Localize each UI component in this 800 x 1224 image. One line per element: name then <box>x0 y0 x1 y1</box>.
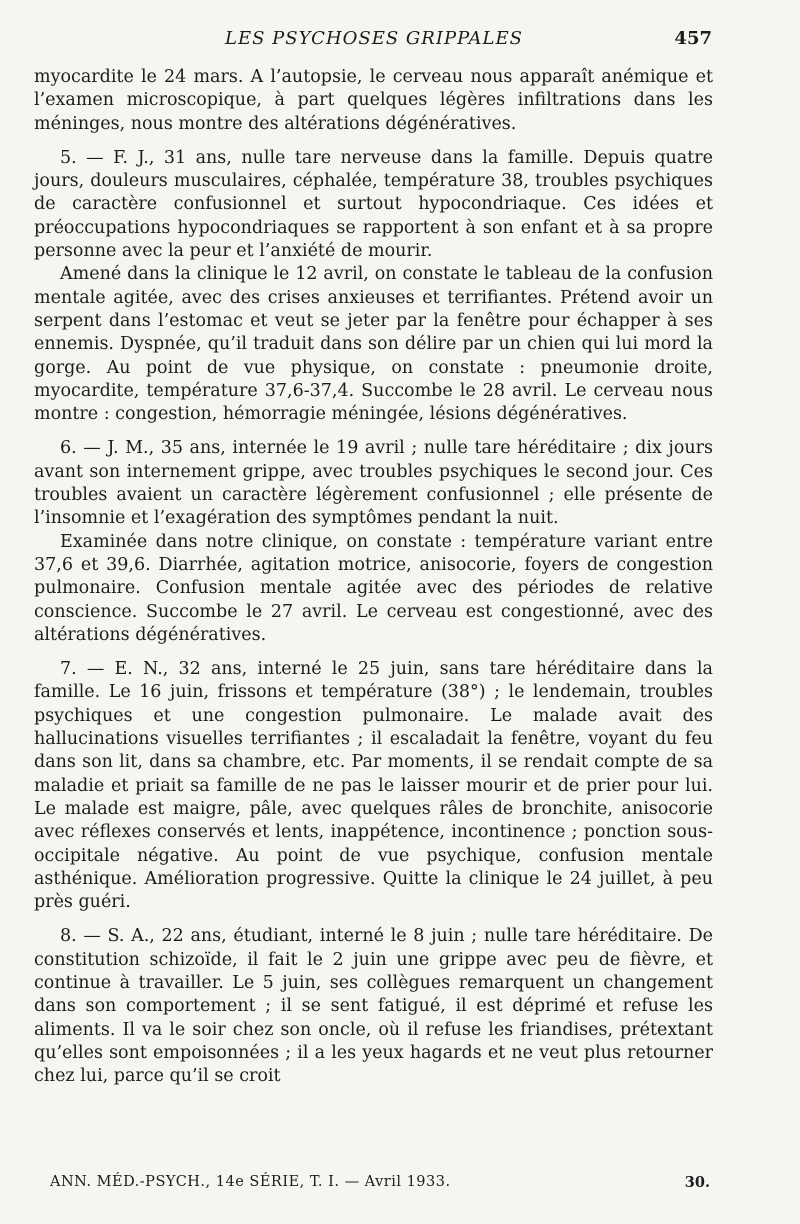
case-8-paragraph: 8. — S. A., 22 ans, étudiant, interné le 8 juin ; nulle tare héréditaire. De constitution schizoïde, il fait le 2 juin une grippe avec peu de fièvre, et continue à travailler. Le 5 juin, ses collègues remarquent un changement dans son comportement ; il se sent fatigué, il est déprimé et refuse les aliments. Il va le soir chez son oncle, où il refuse les friandises, prétextant qu’elles sont empoisonnées ; il a les yeux hagards et ne veut plus retourner chez lui, parce qu’il se croit <box>34 926 713 1087</box>
page-header <box>36 28 712 56</box>
case-6-clinic-paragraph: Examinée dans notre clinique, on constate : température variant entre 37,6 et 39,6. Diarrhée, agitation motrice, anisocorie, foyers de congestion pulmonaire. Confusion mentale agitée avec des périodes de relative conscience. Succombe le 27 avril. Le cerveau est congestionné, avec des altérations dégénératives. <box>34 531 713 645</box>
journal-citation: ANN. MÉD.-PSYCH., 14e SÉRIE, T. I. — Avril 1933. <box>50 1174 451 1190</box>
running-title: LES PSYCHOSES GRIPPALES <box>225 28 523 49</box>
case-5-clinic-paragraph: Amené dans la clinique le 12 avril, on constate le tableau de la confusion mentale agitée, avec des crises anxieuses et terrifiantes. Prétend avoir un serpent dans l’estomac et veut se jeter par la fenêtre pour échapper à ses ennemis. Dyspnée, qu’il traduit dans son délire par un chien qui lui mord la gorge. Au point de vue physique, on constate : pneumonie droite, myocardite, température 37,6-37,4. Succombe le 28 avril. Le cerveau nous montre : congestion, hémorragie méningée, lésions dégénératives. <box>34 264 713 425</box>
case-5-paragraph: 5. — F. J., 31 ans, nulle tare nerveuse dans la famille. Depuis quatre jours, douleurs musculaires, céphalée, température 38, troubles psychiques de caractère confusionnel et surtout hypocondriaque. Ces idées et préoccupations hypocondriaques se rapportent à son enfant et à sa propre personne avec la peur et l’anxiété de mourir. <box>34 147 713 262</box>
paragraph-continuation: myocardite le 24 mars. A l’autopsie, le cerveau nous apparaît anémique et l’examen microscopique, à part quelques légères infiltrations dans les méninges, nous montre des altérations dégénératives. <box>34 67 713 134</box>
page-number: 457 <box>674 28 712 49</box>
signature-mark: 30. <box>684 1174 710 1191</box>
case-7-paragraph: 7. — E. N., 32 ans, interné le 25 juin, sans tare héréditaire dans la famille. Le 16 juin, frissons et température (38°) ; le lendemain, troubles psychiques et une congestion pulmonaire. Le malade avait des hallucinations visuelles terrifiantes ; il escaladait la fenêtre, voyant du feu dans son lit, dans sa chambre, etc. Par moments, il se rendait compte de sa maladie et priait sa famille de ne pas le laisser mourir et de prier pour lui. Le malade est maigre, pâle, avec quelques râles de bronchite, anisocorie avec réflexes conservés et lents, inappétence, incontinence ; ponction sous-occipitale négative. Au point de vue psychique, confusion mentale asthénique. Amélioration progressive. Quitte la clinique le 24 juillet, à peu près guéri. <box>34 659 713 913</box>
body-text <box>34 66 713 1088</box>
case-6-paragraph: 6. — J. M., 35 ans, internée le 19 avril ; nulle tare héréditaire ; dix jours avant son internement grippe, avec troubles psychiques le second jour. Ces troubles avaient un caractère légèrement confusionnel ; elle présente de l’insomnie et l’exagération des symptômes pendant la nuit. <box>34 438 713 529</box>
